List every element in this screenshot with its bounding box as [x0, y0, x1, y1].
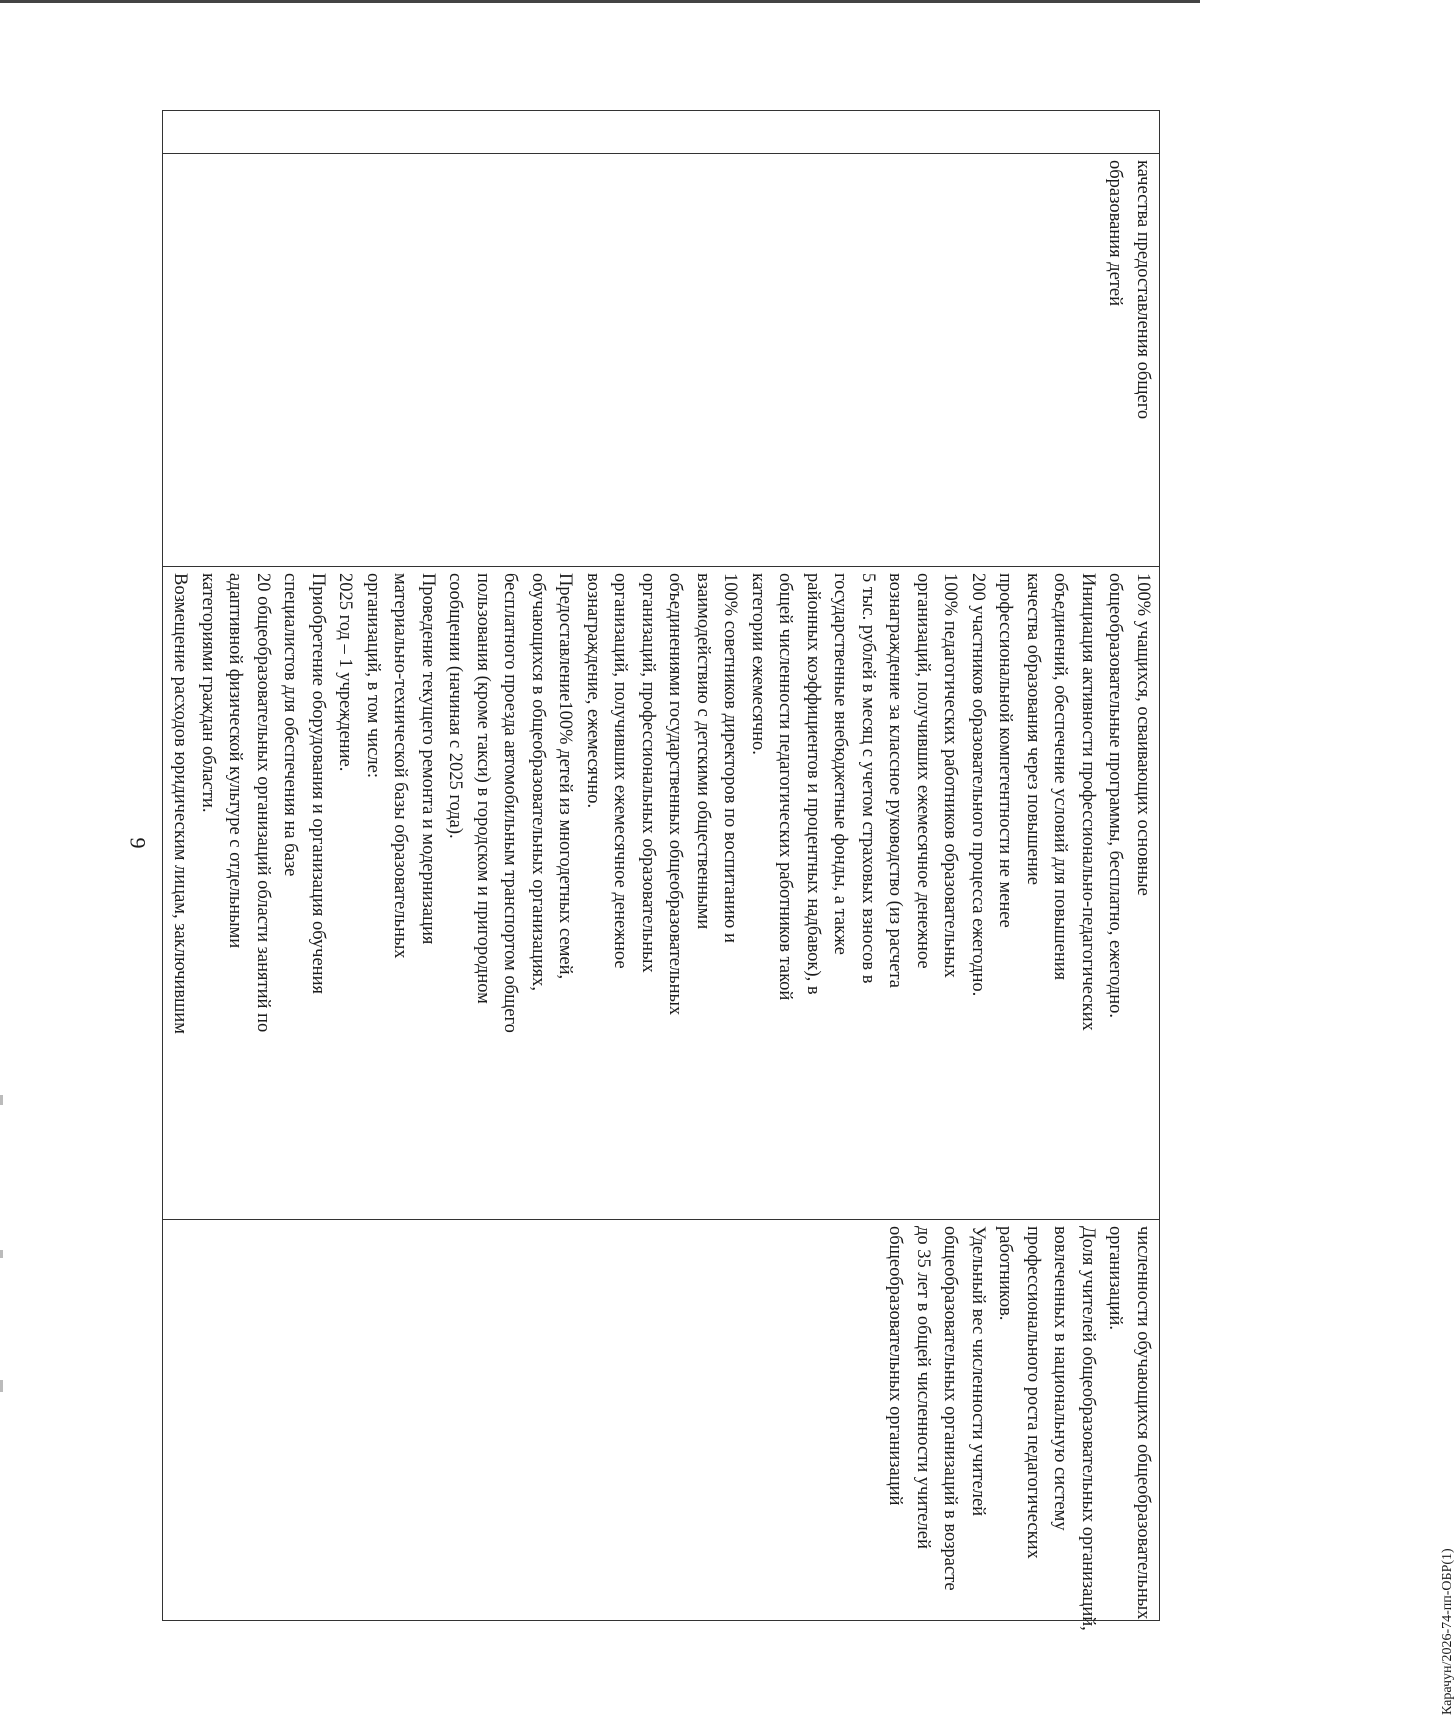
text-line: качества предоставления общего	[1133, 160, 1153, 420]
indicators-text	[881, 1226, 1156, 1631]
text-line: районных коэффициентов и процентных надбавок), в	[803, 573, 823, 995]
text-line: профессионального роста педагогических	[1023, 1226, 1043, 1559]
text-line: организаций, в том числе:	[363, 573, 383, 778]
table-row	[163, 111, 1160, 1621]
text-line: организаций, получивших ежемесячное денежное	[913, 573, 933, 969]
scan-edge-mark	[0, 1095, 3, 1105]
text-line: вознаграждение, ежемесячно.	[583, 573, 603, 809]
text-line: специалистов для обеспечения на базе	[280, 573, 301, 877]
text-line: пользования (кроме такси) в городском и пригородном	[473, 573, 493, 1004]
document-code: Карачун/2026-74-пп-ОБР(1)	[1440, 1548, 1455, 1715]
text-line: Приобретение оборудования и организация обучения	[308, 573, 328, 994]
text-line: 2025 год – 1 учреждение.	[335, 573, 356, 772]
text-line: объединениями государственных общеобразовательных	[665, 573, 686, 1016]
text-line: общеобразовательные программы, бесплатно, ежегодно.	[1105, 573, 1126, 1018]
text-line: адаптивной физической культуре с отдельными	[225, 573, 246, 949]
text-line: Доля учителей общеобразовательных организаций,	[1078, 1226, 1098, 1631]
text-line: качества образования через повышение	[1023, 573, 1043, 885]
program-table	[162, 110, 1160, 1631]
text-line: 100% педагогических работников образовательных	[940, 573, 961, 978]
text-line: до 35 лет в общей численности учителей	[913, 1226, 933, 1549]
text-line: Удельный вес численности учителей	[968, 1226, 988, 1517]
text-line: вознаграждение за классное руководство (из расчета	[885, 573, 906, 988]
text-line: 100% советников директоров по воспитанию и	[720, 573, 741, 943]
text-line: профессиональной компетентности не менее	[995, 573, 1016, 928]
text-line: объединений, обеспечение условий для повышения	[1050, 573, 1071, 981]
text-line: образования детей	[1105, 160, 1126, 307]
rotated-sheet	[154, 110, 1160, 1631]
text-line: категориями граждан области.	[198, 573, 218, 813]
text-line: работников.	[995, 1226, 1016, 1321]
page-number: 9	[125, 837, 151, 849]
scan-top-rule	[0, 0, 1200, 3]
text-line: взаимодействию с детскими общественными	[693, 573, 713, 930]
text-line: Возмещение расходов юридическим лицам, заключившим	[170, 573, 191, 1034]
text-line: Инициация активности профессионально-педагогических	[1078, 573, 1098, 1031]
measures-text	[166, 573, 1156, 1213]
text-line: Предоставление100% детей из многодетных семей,	[555, 573, 576, 980]
measures-cell	[163, 567, 1160, 1220]
task-cell	[163, 154, 1160, 567]
text-line: организаций, получивших ежемесячное денежное	[610, 573, 631, 969]
text-line: организаций, профессиональных образовательных	[638, 573, 658, 973]
scan-edge-mark	[0, 1250, 3, 1258]
text-line: организаций.	[1105, 1226, 1126, 1330]
scan-edge-mark	[0, 1380, 3, 1392]
text-line: категории ежемесячно.	[748, 573, 768, 755]
text-line: государственные внебюджетные фонды, а также	[830, 573, 851, 955]
text-line: обучающихся в общеобразовательных организациях,	[528, 573, 548, 992]
text-line: 5 тыс. рублей в месяц с учетом страховых взносов в	[858, 573, 878, 984]
text-line: 100% учащихся, осваивающих основные	[1133, 573, 1153, 896]
index-cell	[163, 111, 1160, 154]
text-line: вовлеченных в национальную систему	[1050, 1226, 1071, 1531]
text-line: 20 общеобразовательных организаций области занятий по	[253, 573, 273, 1033]
text-line: общей численности педагогических работников такой	[775, 573, 796, 1001]
text-line: общеобразовательных организаций	[885, 1226, 906, 1506]
task-text	[1101, 160, 1156, 560]
text-line: численности обучающихся общеобразовательных	[1133, 1226, 1153, 1620]
indicators-cell	[163, 1220, 1160, 1631]
text-line: бесплатного проезда автомобильным транспортом общего	[500, 573, 521, 1033]
text-line: общеобразовательных организаций в возрасте	[940, 1226, 961, 1591]
text-line: сообщении (начиная с 2025 года).	[445, 573, 466, 839]
text-line: материально-технической базы образовательных	[390, 573, 411, 959]
text-line: 200 участников образовательного процесса ежегодно.	[968, 573, 988, 997]
text-line: Проведение текущего ремонта и модернизация	[418, 573, 438, 945]
